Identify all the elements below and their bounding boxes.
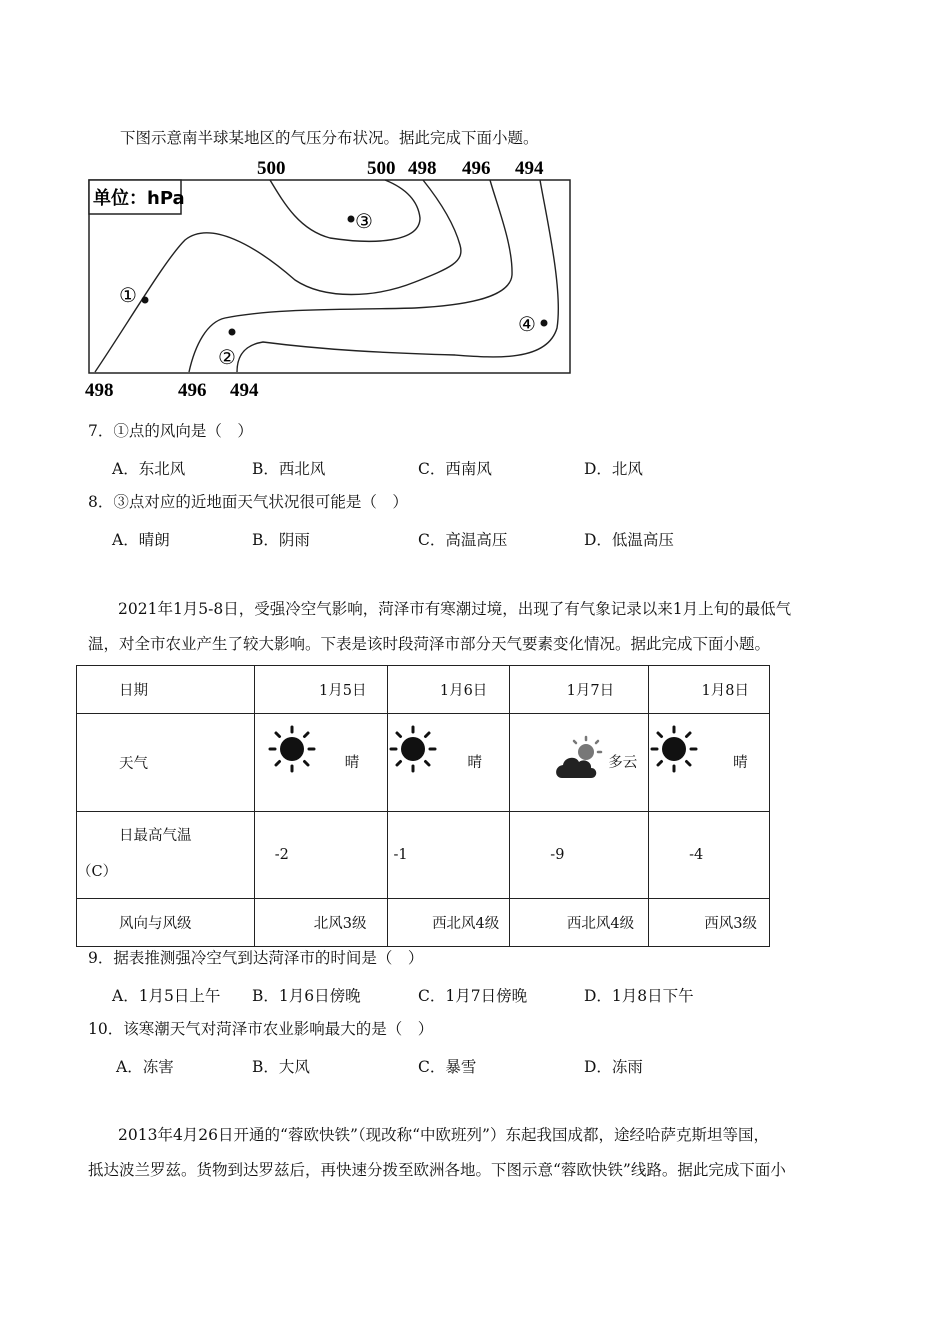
section2-intro-line2: 温，对全市农业产生了较大影响。下表是该时段菏泽市部分天气要素变化情况。据此完成下面小题。	[88, 635, 771, 653]
table-row-max-temp	[77, 812, 770, 899]
question-8-stem: 8．③点对应的近地面天气状况很可能是（ ）	[88, 493, 408, 511]
question-9-option-d[interactable]: D．1月8日下午	[584, 987, 694, 1005]
question-7-option-c[interactable]: C．西南风	[418, 460, 492, 478]
question-7-option-b[interactable]: B．西北风	[252, 460, 326, 478]
question-10-option-a[interactable]: A．冻害	[116, 1058, 174, 1076]
point-2-dot	[229, 329, 236, 336]
isobar-label-bottom-498: 498	[85, 380, 114, 400]
question-7-option-a[interactable]: A．东北风	[112, 460, 186, 478]
question-10-option-d[interactable]: D．冻雨	[584, 1058, 643, 1076]
question-9-option-a[interactable]: A．1月5日上午	[112, 987, 221, 1005]
isobar-label-top-500a: 500	[257, 158, 286, 179]
question-7-option-d[interactable]: D．北风	[584, 460, 643, 478]
point-3-dot	[348, 216, 355, 223]
max-temp-cell-1: -2	[254, 812, 387, 899]
max-temp-cell-2: -1	[387, 812, 510, 899]
weather-cell-4	[649, 714, 770, 812]
wind-cell-4: 西风3级	[649, 899, 770, 947]
point-2-label: ②	[218, 345, 236, 369]
weather-text-2: 晴	[467, 755, 482, 771]
row-label-date: 日期	[77, 666, 255, 714]
question-9-stem: 9．据表推测强冷空气到达菏泽市的时间是（ ）	[88, 949, 424, 967]
isobar-label-top-498: 498	[408, 158, 437, 179]
isobar-label-bottom-494: 494	[230, 380, 259, 400]
wind-cell-1: 北风3级	[254, 899, 387, 947]
isobar-map	[85, 150, 575, 400]
point-1-dot	[142, 297, 149, 304]
date-cell-2: 1月6日	[387, 666, 510, 714]
weather-cell-2	[387, 714, 510, 812]
isobar-500	[270, 180, 420, 241]
section1-intro: 下图示意南半球某地区的气压分布状况。据此完成下面小题。	[120, 129, 539, 147]
isobar-496	[189, 180, 512, 372]
date-cell-3: 1月7日	[510, 666, 649, 714]
question-10-option-b[interactable]: B．大风	[252, 1058, 310, 1076]
date-cell-1: 1月5日	[254, 666, 387, 714]
isobar-494	[237, 180, 558, 372]
table-row-date	[77, 666, 770, 714]
wind-cell-2: 西北风4级	[387, 899, 510, 947]
row-label-max-temp	[77, 812, 255, 899]
point-4-dot	[541, 320, 548, 327]
question-7-stem: 7．①点的风向是（ ）	[88, 422, 253, 440]
row-label-max-temp-line1: 日最高气温	[119, 828, 192, 844]
section2-intro-line1: 2021年1月5-8日，受强冷空气影响，菏泽市有寒潮过境，出现了有气象记录以来1月上旬的最低气	[118, 600, 792, 618]
point-1-label: ①	[119, 283, 137, 307]
wind-cell-3: 西北风4级	[510, 899, 649, 947]
max-temp-cell-4: -4	[649, 812, 770, 899]
weather-table	[76, 665, 770, 947]
question-8-option-c[interactable]: C．高温高压	[418, 531, 508, 549]
weather-cell-1	[254, 714, 387, 812]
question-10-option-c[interactable]: C．暴雪	[418, 1058, 477, 1076]
weather-text-4: 晴	[733, 755, 748, 771]
isobar-map-svg	[85, 150, 575, 400]
row-label-weather: 天气	[77, 714, 255, 812]
row-label-max-temp-line2: （C）	[77, 864, 118, 880]
sun-icon	[388, 724, 438, 774]
section3-intro-line1: 2013年4月26日开通的“蓉欧快铁”（现改称“中欧班列”）东起我国成都，途经哈萨克斯坦等国，	[118, 1126, 769, 1144]
question-10-stem: 10．该寒潮天气对菏泽市农业影响最大的是（ ）	[88, 1020, 434, 1038]
isobar-label-top-496: 496	[462, 158, 491, 179]
weather-text-1: 晴	[344, 755, 360, 771]
isobar-label-top-500b: 500	[367, 158, 396, 179]
question-8-option-a[interactable]: A．晴朗	[112, 531, 170, 549]
question-9-option-c[interactable]: C．1月7日傍晚	[418, 987, 528, 1005]
isobar-label-bottom-496: 496	[178, 380, 207, 400]
row-label-wind: 风向与风级	[77, 899, 255, 947]
date-cell-4: 1月8日	[649, 666, 770, 714]
cloud-sun-icon	[554, 732, 606, 784]
point-3-label: ③	[355, 209, 373, 233]
table-row-weather	[77, 714, 770, 812]
isobar-label-top-494: 494	[515, 158, 544, 179]
question-8-option-b[interactable]: B．阴雨	[252, 531, 310, 549]
max-temp-cell-3: -9	[510, 812, 649, 899]
sun-icon	[649, 724, 699, 774]
point-4-label: ④	[518, 312, 536, 336]
table-row-wind	[77, 899, 770, 947]
unit-label: 单位：hPa	[93, 188, 185, 209]
weather-text-3: 多云	[608, 755, 638, 771]
section3-intro-line2: 抵达波兰罗兹。货物到达罗兹后，再快速分拨至欧洲各地。下图示意“蓉欧快铁”线路。据此完成下面小	[88, 1161, 786, 1179]
question-9-option-b[interactable]: B．1月6日傍晚	[252, 987, 361, 1005]
weather-cell-3	[510, 714, 649, 812]
sun-icon	[267, 724, 317, 774]
question-8-option-d[interactable]: D．低温高压	[584, 531, 674, 549]
